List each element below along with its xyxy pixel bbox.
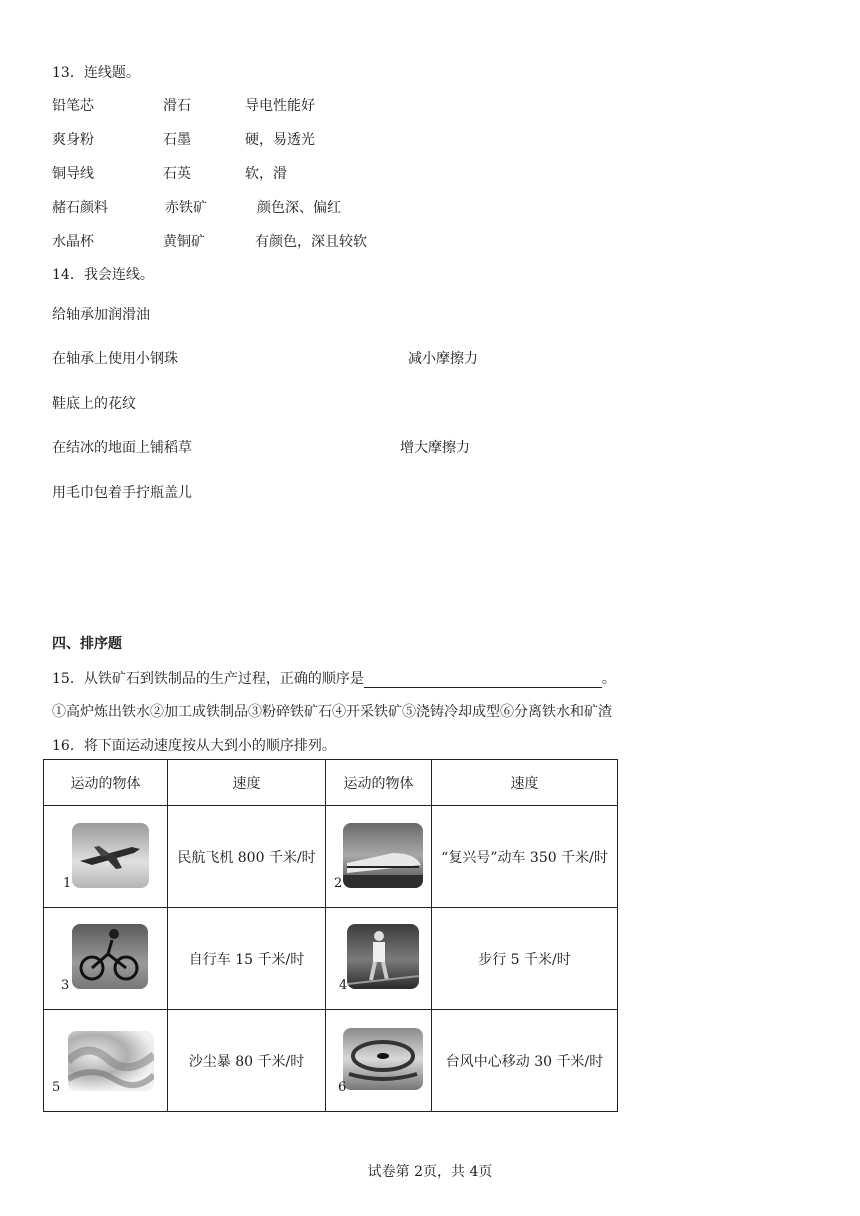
table-header: 运动的物体 [44, 760, 168, 806]
bullet-train-icon [343, 823, 423, 888]
table-row [44, 908, 618, 1010]
q13-col2-item: 黄铜矿 [163, 234, 205, 250]
q13-col1-item: 赭石颜料 [52, 200, 108, 216]
picture-cell [326, 1010, 432, 1112]
q13-col2-item: 石墨 [163, 132, 191, 148]
bicycle-icon [72, 924, 148, 989]
sandstorm-image [68, 1031, 154, 1091]
q14-item: 在轴承上使用小钢珠 [52, 351, 178, 367]
q13-col1-item: 爽身粉 [52, 132, 94, 148]
q13-col3-item: 导电性能好 [245, 98, 315, 114]
speed-cell: 步行 5 千米/时 [432, 908, 618, 1010]
speed-cell: 民航飞机 800 千米/时 [168, 806, 326, 908]
picture-cell [44, 1010, 168, 1112]
speed-cell: 台风中心移动 30 千米/时 [432, 1010, 618, 1112]
table-header: 运动的物体 [326, 760, 432, 806]
bullet-train-image [343, 823, 423, 888]
airplane-icon [72, 823, 149, 888]
q14-target: 增大摩擦力 [400, 440, 470, 456]
q13-col2-item: 赤铁矿 [165, 200, 207, 216]
speed-cell: 自行车 15 千米/时 [168, 908, 326, 1010]
q14-item: 用毛巾包着手拧瓶盖儿 [52, 485, 192, 501]
speed-cell: 沙尘暴 80 千米/时 [168, 1010, 326, 1112]
q14-title: 14．我会连线。 [52, 267, 154, 283]
q13-col3-item: 软，滑 [245, 166, 287, 182]
q13-col1-item: 铜导线 [52, 166, 94, 182]
picture-number: 3 [61, 978, 70, 993]
q14-target: 减小摩擦力 [408, 351, 478, 367]
table-header: 速度 [432, 760, 618, 806]
typhoon-icon [343, 1028, 423, 1090]
walking-person-image [347, 924, 419, 989]
picture-number: 2 [334, 876, 343, 891]
picture-number: 4 [339, 978, 348, 993]
q13-col1-item: 铅笔芯 [52, 98, 94, 114]
picture-cell [44, 908, 168, 1010]
q14-item: 在结冰的地面上铺稻草 [52, 440, 192, 456]
table-header: 速度 [168, 760, 326, 806]
q15-prompt: 15．从铁矿石到铁制品的生产过程，正确的顺序是 [52, 671, 364, 687]
airplane-image [72, 823, 149, 888]
picture-cell [326, 908, 432, 1010]
table-row [44, 806, 618, 908]
speed-table [43, 759, 618, 1112]
picture-number: 5 [52, 1080, 61, 1095]
q13-col2-item: 石英 [163, 166, 191, 182]
table-row [44, 1010, 618, 1112]
page-footer: 试卷第 2页，共 4页 [367, 1164, 493, 1180]
q13-col3-item: 颜色深、偏红 [257, 200, 341, 216]
q14-item: 鞋底上的花纹 [52, 396, 136, 412]
q16-title: 16．将下面运动速度按从大到小的顺序排列。 [52, 738, 336, 754]
q13-col2-item: 滑石 [163, 98, 191, 114]
q15-options: ①高炉炼出铁水②加工成铁制品③粉碎铁矿石④开采铁矿⑤浇铸冷却成型⑥分离铁水和矿渣 [52, 704, 612, 720]
q13-col1-item: 水晶杯 [52, 234, 94, 250]
q14-item: 给轴承加润滑油 [52, 307, 150, 323]
q15-answer-blank[interactable] [364, 673, 602, 688]
typhoon-image [343, 1028, 423, 1090]
bicycle-image [72, 924, 148, 989]
q15-end: 。 [601, 671, 616, 687]
picture-number: 6 [338, 1080, 347, 1095]
q13-col3-item: 有颜色，深且较软 [255, 234, 367, 250]
sandstorm-icon [68, 1031, 154, 1091]
speed-cell: “复兴号”动车 350 千米/时 [432, 806, 618, 908]
picture-number: 1 [63, 876, 72, 891]
q13-title: 13．连线题。 [52, 65, 140, 81]
section-title: 四、排序题 [52, 636, 122, 652]
q15-line [52, 668, 616, 688]
picture-cell [326, 806, 432, 908]
picture-cell [44, 806, 168, 908]
walking-person-icon [347, 924, 419, 989]
q13-col3-item: 硬，易透光 [245, 132, 315, 148]
